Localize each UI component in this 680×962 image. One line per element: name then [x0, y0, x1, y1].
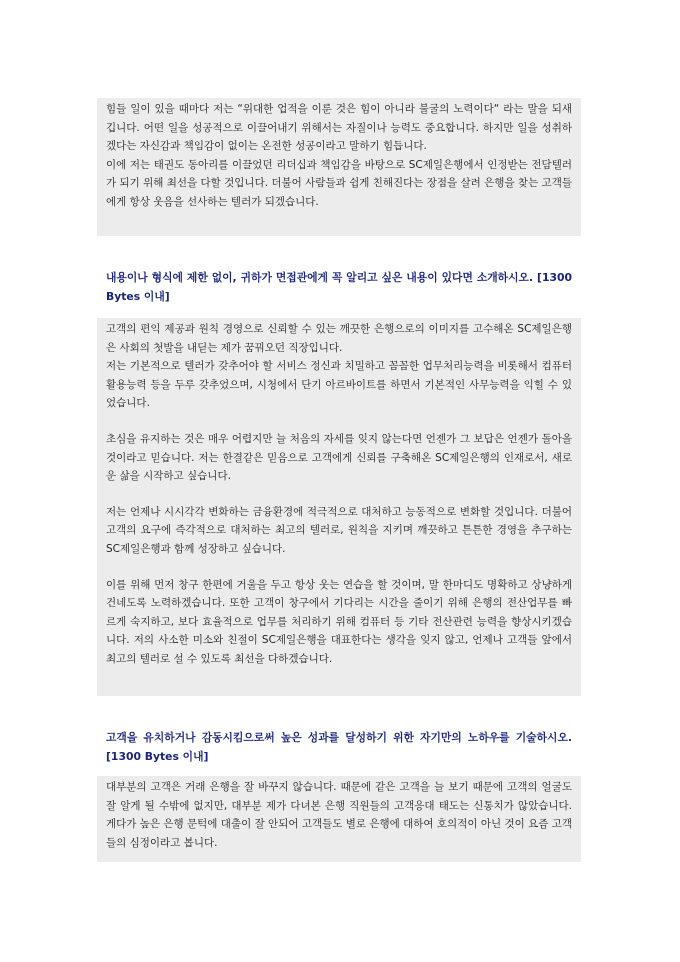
- question-heading-text: 내용이나 형식에 제한 없이, 귀하가 면접관에게 꼭 알리고 싶은 내용이 있다면 소개하시오. [1300 Bytes 이내]: [106, 271, 572, 303]
- answer-paragraph: 대부분의 고객은 거래 은행을 잘 바꾸지 않습니다. 때문에 같은 고객을 늘 보기 때문에 고객의 얼굴도 잘 알게 될 수밖에 없지만, 대부분 제가 다녀본 은행 직원들의 고객응대 태도는 신통치가 않았습니다. 게다가 높은 은행 문턱에 대출이 잘 안되어 고객들도 별로 은행에 대하여 호의적이 아닌 것이 요즘 고객들의 심정이라고 봅니다.: [106, 781, 572, 849]
- answer-paragraph: 고객의 편익 제공과 원칙 경영으로 신뢰할 수 있는 깨끗한 은행으로의 이미지를 고수해온 SC제일은행은 사회의 첫발을 내딛는 제가 꿈꿔오던 직장입니다.: [106, 323, 572, 354]
- question-heading-3: [97, 726, 581, 768]
- answer-paragraph: 힘들 일이 있을 때마다 저는 “위대한 업적을 이룬 것은 힘이 아니라 불굴의 노력이다“ 라는 말을 되새깁니다. 어떤 일을 성공적으로 이끌어내기 위해서는 자질이나 능력도 중요합니다. 하지만 일을 성취하겠다는 자신감과 책임감이 없이는 온전한 성공이라고 말하기 힘듭니다.: [106, 103, 572, 153]
- answer-block-1: [97, 98, 581, 236]
- paragraph-gap: [106, 559, 572, 576]
- question-heading-text: 고객을 유치하거나 감동시킴으로써 높은 성과를 달성하기 위한 자기만의 노하우를 기술하시오. [1300 Bytes 이내]: [106, 731, 572, 763]
- answer-block-2: [97, 318, 581, 696]
- paragraph-gap: [106, 486, 572, 503]
- answer-paragraph: 이를 위해 먼저 창구 한편에 거울을 두고 항상 웃는 연습을 할 것이며, 말 한마디도 명확하고 상냥하게 건네도록 노력하겠습니다. 또한 고객이 창구에서 기다리는 시간을 줄이기 위해 은행의 전산업무를 빠르게 숙지하고, 보다 효율적으로 업무를 처리하기 위해 컴퓨터 등 기타 전산관련 능력을 향상시키겠습니다. 저의 사소한 미소와 친절이 SC제일은행을 대표한다는 생각을 잊지 않고, 언제나 고객들 앞에서 최고의 텔러로 설 수 있도록 최선을 다하겠습니다.: [106, 578, 572, 665]
- answer-paragraph: 저는 언제나 시시각각 변화하는 금융환경에 적극적으로 대처하고 능동적으로 변화할 것입니다. 더불어 고객의 요구에 즉각적으로 대처하는 최고의 텔러로, 원칙을 지키며 깨끗하고 튼튼한 경영을 추구하는 SC제일은행과 함께 성장하고 싶습니다.: [106, 505, 572, 555]
- answer-paragraph: 초심을 유지하는 것은 매우 어렵지만 늘 처음의 자세를 잊지 않는다면 언젠가 그 보답은 언젠가 돌아올 것이라고 믿습니다. 저는 한결같은 믿음으로 고객에게 신뢰를 구축해온 SC제일은행의 인재로서, 새로운 삶을 시작하고 싶습니다.: [106, 432, 572, 483]
- answer-paragraph: 이에 저는 태권도 동아리를 이끌었던 리더십과 책임감을 바탕으로 SC제일은행에서 인정받는 전담텔러가 되기 위해 최선을 다할 것입니다. 더불어 사람들과 쉽게 친해진다는 장점을 살려 은행을 찾는 고객들에게 항상 웃음을 선사하는 텔러가 되겠습니다.: [106, 158, 572, 208]
- answer-block-3: [97, 776, 581, 862]
- answer-paragraph: 저는 기본적으로 텔러가 갖추어야 할 서비스 정신과 치밀하고 꼼꼼한 업무처리능력을 비롯해서 컴퓨터활용능력 등을 두루 갖추었으며, 시청에서 단기 아르바이트를 하면서 기본적인 사무능력을 익힐 수 있었습니다.: [106, 360, 572, 410]
- question-heading-2: [97, 266, 581, 308]
- paragraph-gap: [106, 413, 572, 430]
